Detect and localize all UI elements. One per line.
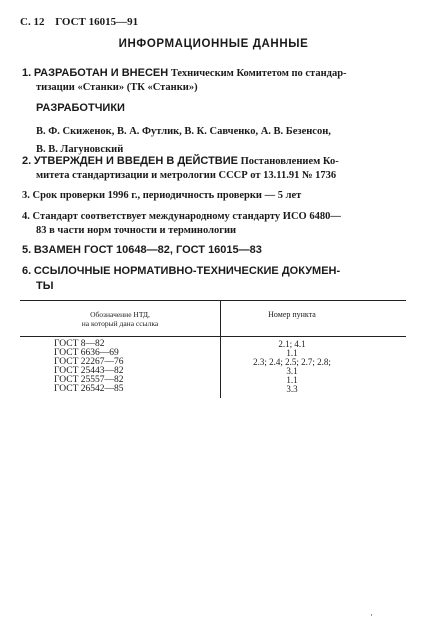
table-cell-items: 2.1; 4.1 <box>278 339 306 349</box>
section-2 <box>22 154 402 183</box>
section-5 <box>22 243 402 258</box>
table-cell-doc: ГОСТ 25557—82 <box>54 375 124 385</box>
table-header-rule <box>20 336 406 337</box>
table-cell-items: 3.3 <box>286 384 298 394</box>
header-text: на который дана ссылка <box>81 319 159 328</box>
header-text: Обозначение НТД, <box>90 310 150 319</box>
table-cell-doc: ГОСТ 8—82 <box>54 339 105 349</box>
table-header-ntd <box>30 310 210 328</box>
section-text: тизации «Станки» (ТК «Станки») <box>36 82 198 93</box>
table-cell-items: 3.1 <box>286 366 298 376</box>
section-4 <box>22 210 402 238</box>
section-number: 2. <box>22 155 32 167</box>
section-text: Стандарт соответствует международному стандарту ИСО 6480— <box>32 211 341 222</box>
section-heading: ТЫ <box>36 280 54 292</box>
table-cell-doc: ГОСТ 26542—85 <box>54 384 124 394</box>
section-number: 1. <box>22 67 32 79</box>
section-text: Постановлением Ко- <box>240 156 339 167</box>
section-number: 5. <box>22 244 32 256</box>
section-heading: ВЗАМЕН ГОСТ 10648—82, ГОСТ 16015—83 <box>33 244 262 256</box>
section-number: 3. <box>22 190 30 201</box>
table-body-divider <box>220 336 221 398</box>
table-header-divider <box>220 300 221 336</box>
developers-heading: РАЗРАБОТЧИКИ <box>36 102 125 114</box>
table-cell-doc: ГОСТ 22267—76 <box>54 357 124 367</box>
section-text: митета стандартизации и метрологии СССР от 13.11.91 № 1736 <box>36 170 337 181</box>
table-cell-doc: ГОСТ 25443—82 <box>54 366 124 376</box>
table-header-item: Номер пункта <box>268 310 316 319</box>
section-text: 83 в части норм точности и терминологии <box>36 225 237 236</box>
section-6 <box>22 264 402 294</box>
section-text: Техническим Комитетом по стандар- <box>170 68 347 79</box>
footer-mark: · <box>370 610 373 620</box>
section-number: 6. <box>22 265 32 277</box>
developers-line: В. Ф. Скиженок, В. А. Футлик, В. К. Савченко, А. В. Безенсон, <box>36 126 331 137</box>
table-cell-items: 2.3; 2.4; 2.5; 2.7; 2.8; <box>253 357 331 367</box>
table-cell-doc: ГОСТ 6636—69 <box>54 348 119 358</box>
section-1 <box>22 66 402 95</box>
section-heading: ССЫЛОЧНЫЕ НОРМАТИВНО-ТЕХНИЧЕСКИЕ ДОКУМЕН- <box>33 265 341 277</box>
developers-line: В. В. Лагуновский <box>36 144 124 155</box>
table-cell-items: 1.1 <box>286 348 298 358</box>
section-number: 4. <box>22 211 30 222</box>
page-header <box>20 16 138 28</box>
page-title: ИНФОРМАЦИОННЫЕ ДАННЫЕ <box>118 38 309 50</box>
section-heading: РАЗРАБОТАН И ВНЕСЕН <box>33 67 169 79</box>
section-text: Срок проверки 1996 г., периодичность проверки — 5 лет <box>32 190 302 201</box>
standard-code: ГОСТ 16015—91 <box>55 16 139 28</box>
section-3 <box>22 189 402 203</box>
section-heading: УТВЕРЖДЕН И ВВЕДЕН В ДЕЙСТВИЕ <box>33 155 238 167</box>
table-cell-items: 1.1 <box>286 375 298 385</box>
table-top-rule <box>20 300 406 301</box>
page-number: С. 12 <box>20 16 45 28</box>
